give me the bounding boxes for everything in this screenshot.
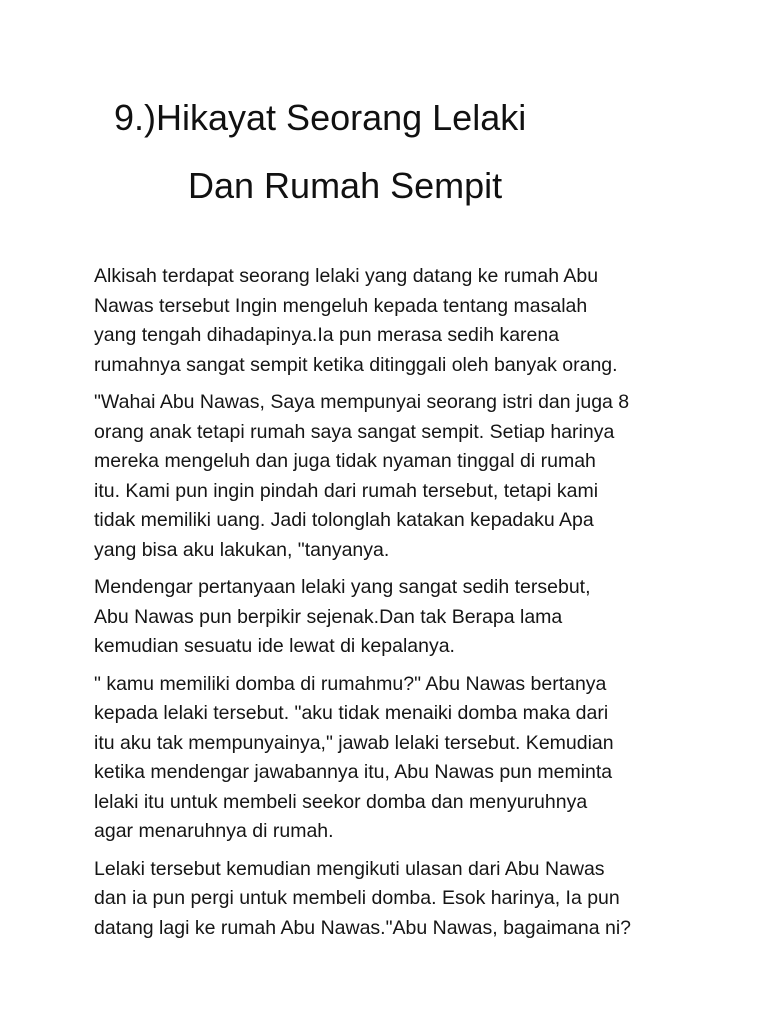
paragraph-line: agar menaruhnya di rumah.: [94, 820, 334, 842]
paragraph: [94, 573, 694, 662]
document-body: [94, 262, 694, 951]
paragraph: [94, 670, 694, 847]
paragraph: [94, 855, 694, 944]
paragraph-line: Lelaki tersebut kemudian mengikuti ulasan dari Abu Nawas: [94, 857, 605, 880]
paragraph-line: tidak memiliki uang. Jadi tolonglah katakan kepadaku Apa: [94, 509, 594, 531]
paragraph-line: Abu Nawas pun berpikir sejenak.Dan tak Berapa lama: [94, 605, 563, 628]
paragraph-line: datang lagi ke rumah Abu Nawas."Abu Nawas, bagaimana ni?: [94, 916, 632, 939]
paragraph-line: Mendengar pertanyaan lelaki yang sangat sedih tersebut,: [94, 576, 591, 598]
paragraph-line: itu aku tak mempunyainya," jawab lelaki tersebut. Kemudian: [94, 731, 614, 754]
paragraph-line: "Wahai Abu Nawas, Saya mempunyai seorang istri dan juga 8: [94, 391, 630, 413]
paragraph-line: ketika mendengar jawabannya itu, Abu Nawas pun meminta: [94, 761, 613, 783]
paragraph: [94, 262, 694, 380]
paragraph-line: Nawas tersebut Ingin mengeluh kepada tentang masalah: [94, 294, 588, 317]
paragraph-line: itu. Kami pun ingin pindah dari rumah tersebut, tetapi kami: [94, 479, 599, 502]
paragraph-line: Alkisah terdapat seorang lelaki yang datang ke rumah Abu: [94, 265, 599, 287]
document-title-line-1: 9.)Hikayat Seorang Lelaki: [114, 97, 527, 138]
paragraph-line: yang bisa aku lakukan, "tanyanya.: [94, 538, 390, 561]
paragraph-line: orang anak tetapi rumah saya sangat sempit. Setiap harinya: [94, 420, 615, 443]
paragraph-line: yang tengah dihadapinya.Ia pun merasa sedih karena: [94, 324, 560, 346]
document-title-line-2: Dan Rumah Sempit: [188, 165, 503, 206]
paragraph-line: rumahnya sangat sempit ketika ditinggali oleh banyak orang.: [94, 353, 618, 376]
paragraph: [94, 388, 694, 565]
paragraph-line: " kamu memiliki domba di rumahmu?" Abu Nawas bertanya: [94, 672, 607, 695]
paragraph-line: kemudian sesuatu ide lewat di kepalanya.: [94, 635, 455, 657]
paragraph-line: dan ia pun pergi untuk membeli domba. Esok harinya, Ia pun: [94, 887, 620, 909]
paragraph-line: mereka mengeluh dan juga tidak nyaman tinggal di rumah: [94, 450, 596, 472]
paragraph-line: kepada lelaki tersebut. "aku tidak menaiki domba maka dari: [94, 702, 609, 724]
paragraph-line: lelaki itu untuk membeli seekor domba dan menyuruhnya: [94, 790, 588, 813]
